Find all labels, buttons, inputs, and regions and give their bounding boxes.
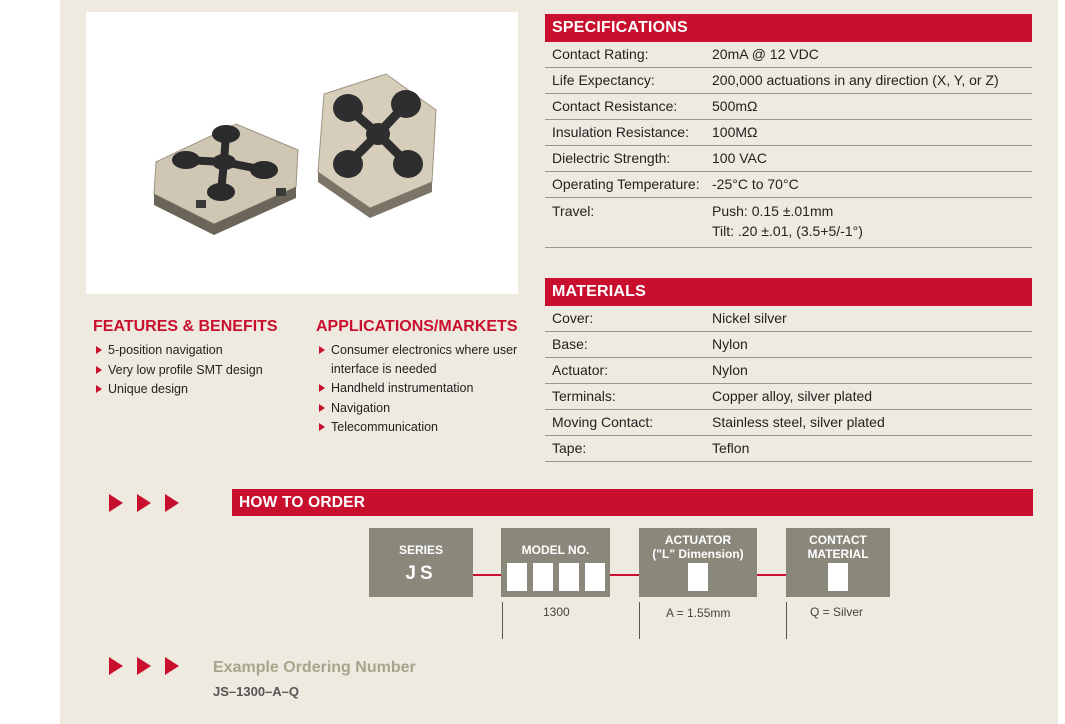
actuator-slot [688,563,708,591]
list-item-text: Navigation [331,400,391,415]
list-item [318,341,530,378]
material-value: Nickel silver [712,310,787,326]
spec-label: Life Expectancy: [552,72,655,88]
order-connector [757,574,786,576]
travel-push: Push: 0.15 ±.01mm [712,203,834,219]
contact-option: Q = Silver [810,605,864,619]
material-row [545,358,1032,384]
list-item [95,361,305,380]
list-item-text: Telecommunication [331,420,438,434]
contact-label: CONTACT [809,533,867,547]
spec-label: Contact Rating: [552,46,649,62]
order-arrows-icon [109,494,179,512]
material-row [545,384,1032,410]
material-label: Moving Contact: [552,414,654,430]
features-heading: FEATURES & BENEFITS [93,318,278,335]
option-divider [639,602,640,639]
bullet-arrow-icon [96,366,102,374]
material-row [545,410,1032,436]
spec-label: Travel: [552,203,595,219]
series-box [369,528,473,597]
spec-row [545,94,1032,120]
model-digit-slot [559,563,579,591]
option-divider [786,602,787,639]
material-label: Actuator: [552,362,609,378]
travel-tilt: Tilt: .20 ±.01, (3.5+5/-1°) [712,223,863,239]
material-value: Stainless steel, silver plated [712,414,885,430]
list-item [95,380,305,399]
series-value: JS [405,563,437,584]
model-digit-slot [585,563,605,591]
spec-row [545,42,1032,68]
material-value: Nylon [712,362,748,378]
spec-row-travel [545,198,1032,248]
bullet-arrow-icon [319,346,325,354]
example-value: JS–1300–A–Q [213,684,300,699]
bullet-arrow-icon [319,384,325,392]
model-label: MODEL NO. [521,543,590,557]
material-label: Base: [552,336,588,352]
material-value: Copper alloy, silver plated [712,388,873,404]
spec-label: Insulation Resistance: [552,124,689,140]
materials-header: MATERIALS [545,278,1032,306]
spec-label: Dielectric Strength: [552,150,671,166]
material-row [545,436,1032,462]
spec-label: Contact Resistance: [552,98,678,114]
product-photo [86,12,518,294]
material-value: Nylon [712,336,748,352]
list-item [318,379,530,398]
spec-value: 100 VAC [712,150,767,166]
spec-value: 500mΩ [712,98,758,114]
features-list [95,341,305,400]
spec-row [545,68,1032,94]
model-digit-slot [507,563,527,591]
actuator-sublabel: ("L" Dimension) [652,547,744,561]
material-row [545,306,1032,332]
list-item-text: Handheld instrumentation [331,381,474,395]
actuator-label: ACTUATOR [664,533,732,547]
spec-value: 20mA @ 12 VDC [712,46,819,62]
applications-list [318,341,530,438]
switch-image [86,12,518,294]
bullet-arrow-icon [319,404,325,412]
contact-slot [828,563,848,591]
list-item-text: 5-position navigation [108,343,223,357]
travel-values [712,198,1032,247]
material-value: Teflon [712,440,750,456]
material-label: Tape: [552,440,587,456]
material-label: Terminals: [552,388,616,404]
list-item-text: Unique design [108,382,188,396]
bullet-arrow-icon [319,423,325,431]
list-item-text: Very low profile SMT design [108,362,263,377]
example-arrows-icon [109,657,179,675]
spec-row [545,120,1032,146]
order-connector [610,574,639,576]
specifications-table [545,42,1032,248]
spec-value: 100MΩ [712,124,758,140]
list-item [318,399,530,418]
spec-value: 200,000 actuations in any direction (X, Y, or Z) [712,72,999,88]
contact-label-2: MATERIAL [807,547,869,561]
spec-value: -25°C to 70°C [712,176,799,192]
material-label: Cover: [552,310,594,326]
material-row [545,332,1032,358]
how-to-order-header: HOW TO ORDER [232,489,1033,516]
materials-table [545,306,1032,462]
actuator-option: A = 1.55mm [666,606,731,620]
model-digit-slot [533,563,553,591]
bullet-arrow-icon [96,346,102,354]
series-label: SERIES [398,543,443,557]
specifications-header: SPECIFICATIONS [545,14,1032,42]
spec-row [545,146,1032,172]
example-heading: Example Ordering Number [213,659,416,676]
list-item-text: Consumer electronics where user interface is needed [331,343,518,376]
order-connector [473,574,501,576]
spec-label: Operating Temperature: [552,176,700,192]
spec-row [545,172,1032,198]
list-item [95,341,305,360]
bullet-arrow-icon [96,385,102,393]
applications-heading: APPLICATIONS/MARKETS [316,318,518,335]
option-divider [502,602,503,639]
model-option: 1300 [543,605,570,619]
list-item [318,418,530,437]
